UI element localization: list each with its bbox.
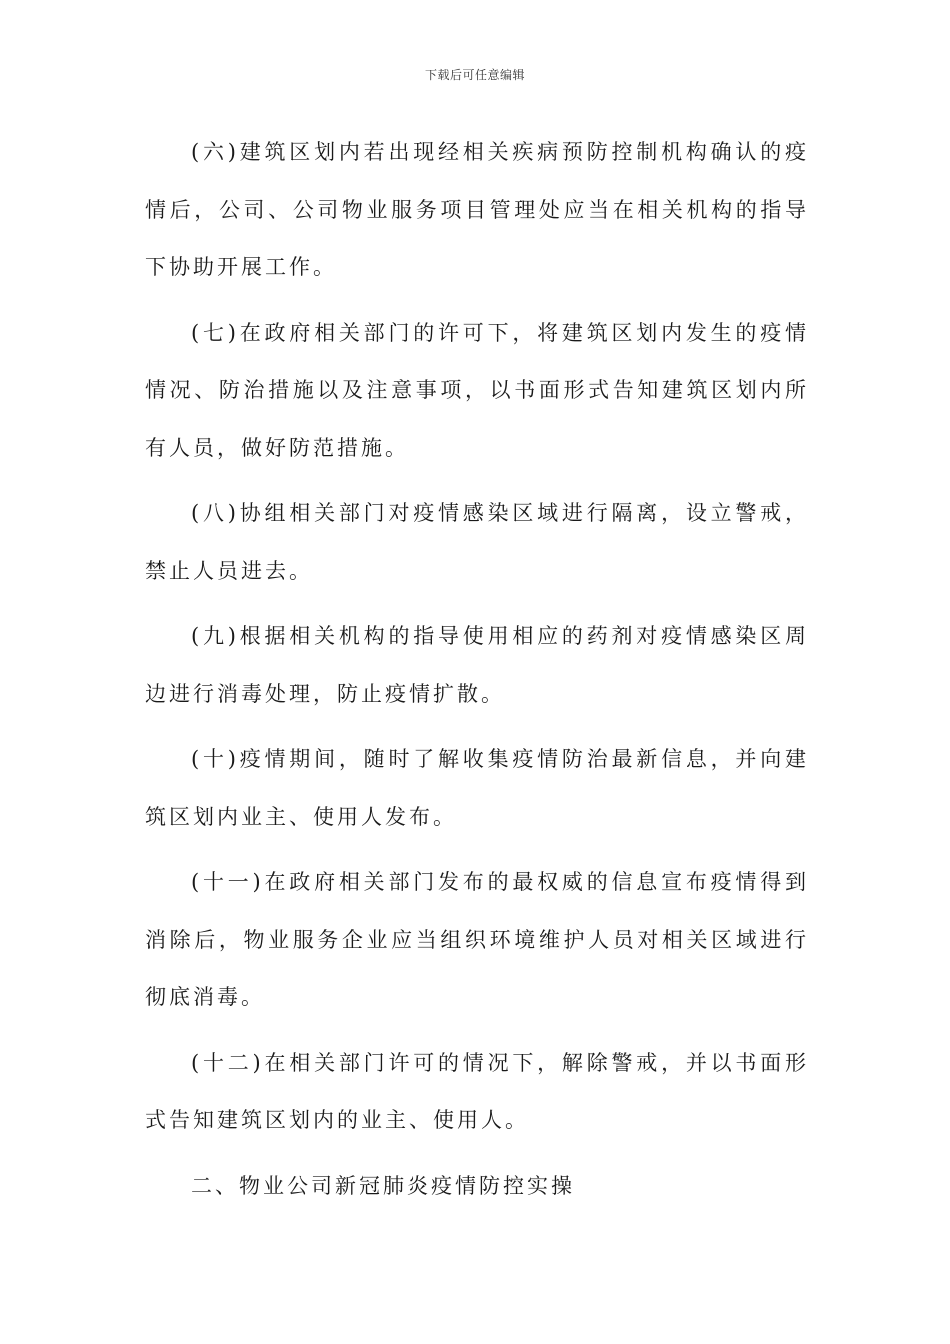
paragraph-item-10: (十)疫情期间，随时了解收集疫情防治最新信息，并向建筑区划内业主、使用人发布。 [145,747,809,829]
paragraph-item-8: (八)协组相关部门对疫情感染区域进行隔离，设立警戒，禁止人员进去。 [145,501,809,583]
page-header-note: 下载后可任意编辑 [424,68,525,82]
paragraph-item-12: (十二)在相关部门许可的情况下，解除警戒，并以书面形式告知建筑区划内的业主、使用人。 [145,1050,809,1132]
document-body [145,124,809,1215]
paragraph-item-9: (九)根据相关机构的指导使用相应的药剂对疫情感染区周边进行消毒处理，防止疫情扩散。 [145,624,809,706]
paragraph-item-11: (十一)在政府相关部门发布的最权威的信息宣布疫情得到消除后，物业服务企业应当组织环境维护人员对相关区域进行彻底消毒。 [145,870,809,1009]
section-heading: 二、物业公司新冠肺炎疫情防控实操 [191,1173,575,1198]
paragraph-item-6: (六)建筑区划内若出现经相关疾病预防控制机构确认的疫情后，公司、公司物业服务项目管理处应当在相关机构的指导下协助开展工作。 [145,140,809,279]
paragraph-item-7: (七)在政府相关部门的许可下，将建筑区划内发生的疫情情况、防治措施以及注意事项，以书面形式告知建筑区划内所有人员，做好防范措施。 [145,320,809,460]
